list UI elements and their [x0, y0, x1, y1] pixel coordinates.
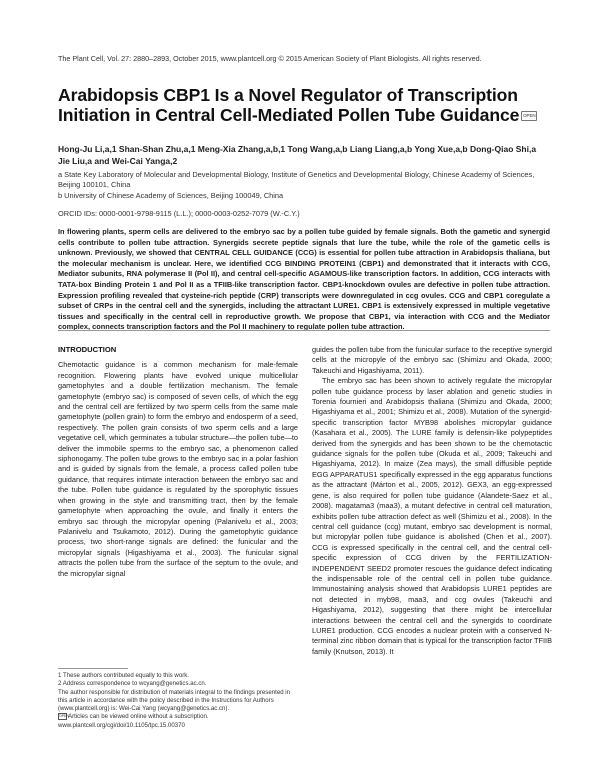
- author-line-2: Jie Liu,a and Wei-Cai Yanga,2: [58, 156, 178, 166]
- footnotes: [58, 672, 298, 730]
- open-access-badge: OPEN: [521, 111, 537, 121]
- footnote-doi-link[interactable]: www.plantcell.org/cgi/doi/10.1105/tpc.15.00370: [58, 721, 185, 729]
- orcid-ids: ORCID IDs: 0000-0001-9798-9115 (L.L.); 0000-0003-0252-7079 (W.-C.Y.): [58, 209, 300, 218]
- footnote-equal-contribution: 1 These authors contributed equally to this work.: [58, 672, 189, 679]
- section-divider: [58, 330, 550, 331]
- footnote-open-access: [58, 713, 298, 721]
- introduction-heading: INTRODUCTION: [58, 345, 117, 354]
- open-access-text: Articles can be viewed online without a subscription.: [68, 713, 209, 721]
- intro-paragraph-1-continued: guides the pollen tube from the funicular surface to the receptive synergid cells at the micropyle of the embryo sac (Shimizu and Okada, 2000; Takeuchi and Higashiyama, 2011).: [312, 345, 552, 375]
- journal-citation-line: The Plant Cell, Vol. 27: 2880–2893, October 2015, www.plantcell.org © 2015 American Society of Plant Biologists. All rights reserved.: [58, 54, 482, 63]
- affiliations: [58, 170, 558, 201]
- affiliation-a: a State Key Laboratory of Molecular and Developmental Biology, Institute of Genetics and Developmental Biology, Chinese Academy of Sciences, Beijing 100101, China: [58, 170, 535, 190]
- affiliation-b: b University of Chinese Academy of Sciences, Beijing 100049, China: [58, 190, 284, 200]
- author-list: [58, 143, 558, 167]
- footnote-divider: [58, 668, 128, 669]
- right-column: [312, 345, 552, 657]
- open-access-icon: OPEN: [59, 714, 69, 719]
- intro-paragraph-2: The embryo sac has been shown to actively regulate the micropylar pollen tube guidance process by laser ablation and genetic studies in Torenia fournieri and Arabidopsis thaliana (Shimizu and Okada, 2000; Higashiyama et al., 2001; Shimizu et al., 2008). Mutation of the synergid-specific transcription factor MYB98 abolishes micropylar guidance (Kasahara et al., 2005). The LURE family is defensin-like polypeptides derived from the synergids and has been shown to be the chemotactic guidance signals for the pollen tube (Okuda et al., 2009; Takeuchi and Higashiyama, 2012). In maize (Zea mays), the small diffusible peptide EGG APPARATUS1 specifically expressed in the egg apparatus functions as the attractant (Márton et al., 2005, 2012). GEX3, an egg-expressed gene, is also required for pollen tube guidance (Alandete-Saez et al., 2008). magatama3 (maa3), a mutant defective in central cell maturation, exhibits pollen tube attraction defect as well (Shimizu et al., 2008). In the central cell guidance (ccg) mutant, embryo sac development is normal, but micropylar pollen tube guidance is abolished (Chen et al., 2007). CCG is expressed specifically in the central cell, and the central cell-specific expression of CCG driven by the FERTILIZATION-INDEPENDENT SEED2 promoter rescues the guidance defect indicating the indispensable role of the central cell in pollen tube guidance. Immunostaining analysis showed that Arabidopsis LURE1 peptides are not detected in myb98, maa3, and ccg ovules (Takeuchi and Higashiyama, 2012), suggesting that there might be intercellular interactions between the central cell and the synergids to coordinate LURE1 production. CCG encodes a nuclear protein with a conserved N-terminal zinc ribbon domain that is typical for the transcription factor TFIIB family (Knutson, 2013). It: [312, 376, 552, 656]
- article-title-text: Arabidopsis CBP1 Is a Novel Regulator of Transcription Initiation in Central Cell-Mediated Pollen Tube Guidance: [58, 85, 520, 125]
- intro-paragraph-1: Chemotactic guidance is a common mechanism for male-female recognition. Flowering plants have evolved unique multicellular gametophytes and a double fertilization mechanism. The female gametophyte (embryo sac) is composed of seven cells, of which the egg and the central cell are fertilized by two sperm cells from the same male gametophyte (pollen grain) to form the embryo and endosperm of a seed, respectively. The pollen grain consists of two sperm cells and a large vegetative cell, which germinates a tubular structure—the pollen tube—to deliver the immobile sperms to the embryo sac, a phenomenon called siphonogamy. The pollen tube grows to the embryo sac in a polar fashion and is guided by signals from the female, a process called pollen tube guidance, that requires intimate interaction between the embryo sac and the tube. Pollen tube guidance is regulated by the sporophytic tissues when growing in the style and transmitting tract, then by the female gametophyte when approaching the ovule, and finally it enters the embryo sac through the micropylar opening (Palanivelu et al., 2003; Palanivelu and Tsukamoto, 2012). During the gametophytic guidance process, two short-range signals are defined: the funicular and the micropylar signals (Higashiyama et al., 2003). The funicular signal attracts the pollen tube from the surface of the septum to the ovule, and the micropylar signal: [58, 360, 298, 578]
- abstract: In flowering plants, sperm cells are delivered to the embryo sac by a pollen tube guided by female signals. Both the gametic and synergid cells contribute to pollen tube attraction. Synergids secrete peptide signals that lure the tube, while the role of the gametic cells is unknown. Previously, we showed that CENTRAL CELL GUIDANCE (CCG) is essential for pollen tube attraction in Arabidopsis thaliana, but the molecular mechanism is unclear. Here, we identified CCG BINDING PROTEIN1 (CBP1) and demonstrated that it interacts with CCG, Mediator subunits, RNA polymerase II (Pol II), and central cell-specific AGAMOUS-like transcription factors. In addition, CCG interacts with TATA-box Binding Protein 1 and Pol II as a TFIIB-like transcription factor. CBP1-knockdown ovules are defective in pollen tube attraction. Expression profiling revealed that cysteine-rich peptide (CRP) transcripts were downregulated in ccg ovules. CCG and CBP1 coregulate a subset of CRPs in the central cell and the synergids, including the attractant LURE1. CBP1 is extensively expressed in multiple vegetative tissues and specifically in the central cell in reproductive growth. We propose that CBP1, via interaction with CCG and the Mediator complex, connects transcription factors and the Pol II machinery to regulate pollen tube attraction.: [58, 227, 550, 332]
- footnote-correspondence: 2 Address correspondence to wcyang@genetics.ac.cn.: [58, 680, 207, 688]
- footnote-materials: The author responsible for distribution of materials integral to the findings presented in this article in accordance with the policy described in the Instructions for Authors (www.plantcell.org) is: Wei-Cai Yang (wcyang@genetics.ac.cn).: [58, 688, 291, 713]
- left-column: [58, 345, 298, 579]
- article-title: [58, 85, 558, 125]
- author-line-1: Hong-Ju Li,a,1 Shan-Shan Zhu,a,1 Meng-Xia Zhang,a,b,1 Tong Wang,a,b Liang Liang,a,b Yong Xue,a,b Dong-Qiao Shi,a: [58, 144, 537, 154]
